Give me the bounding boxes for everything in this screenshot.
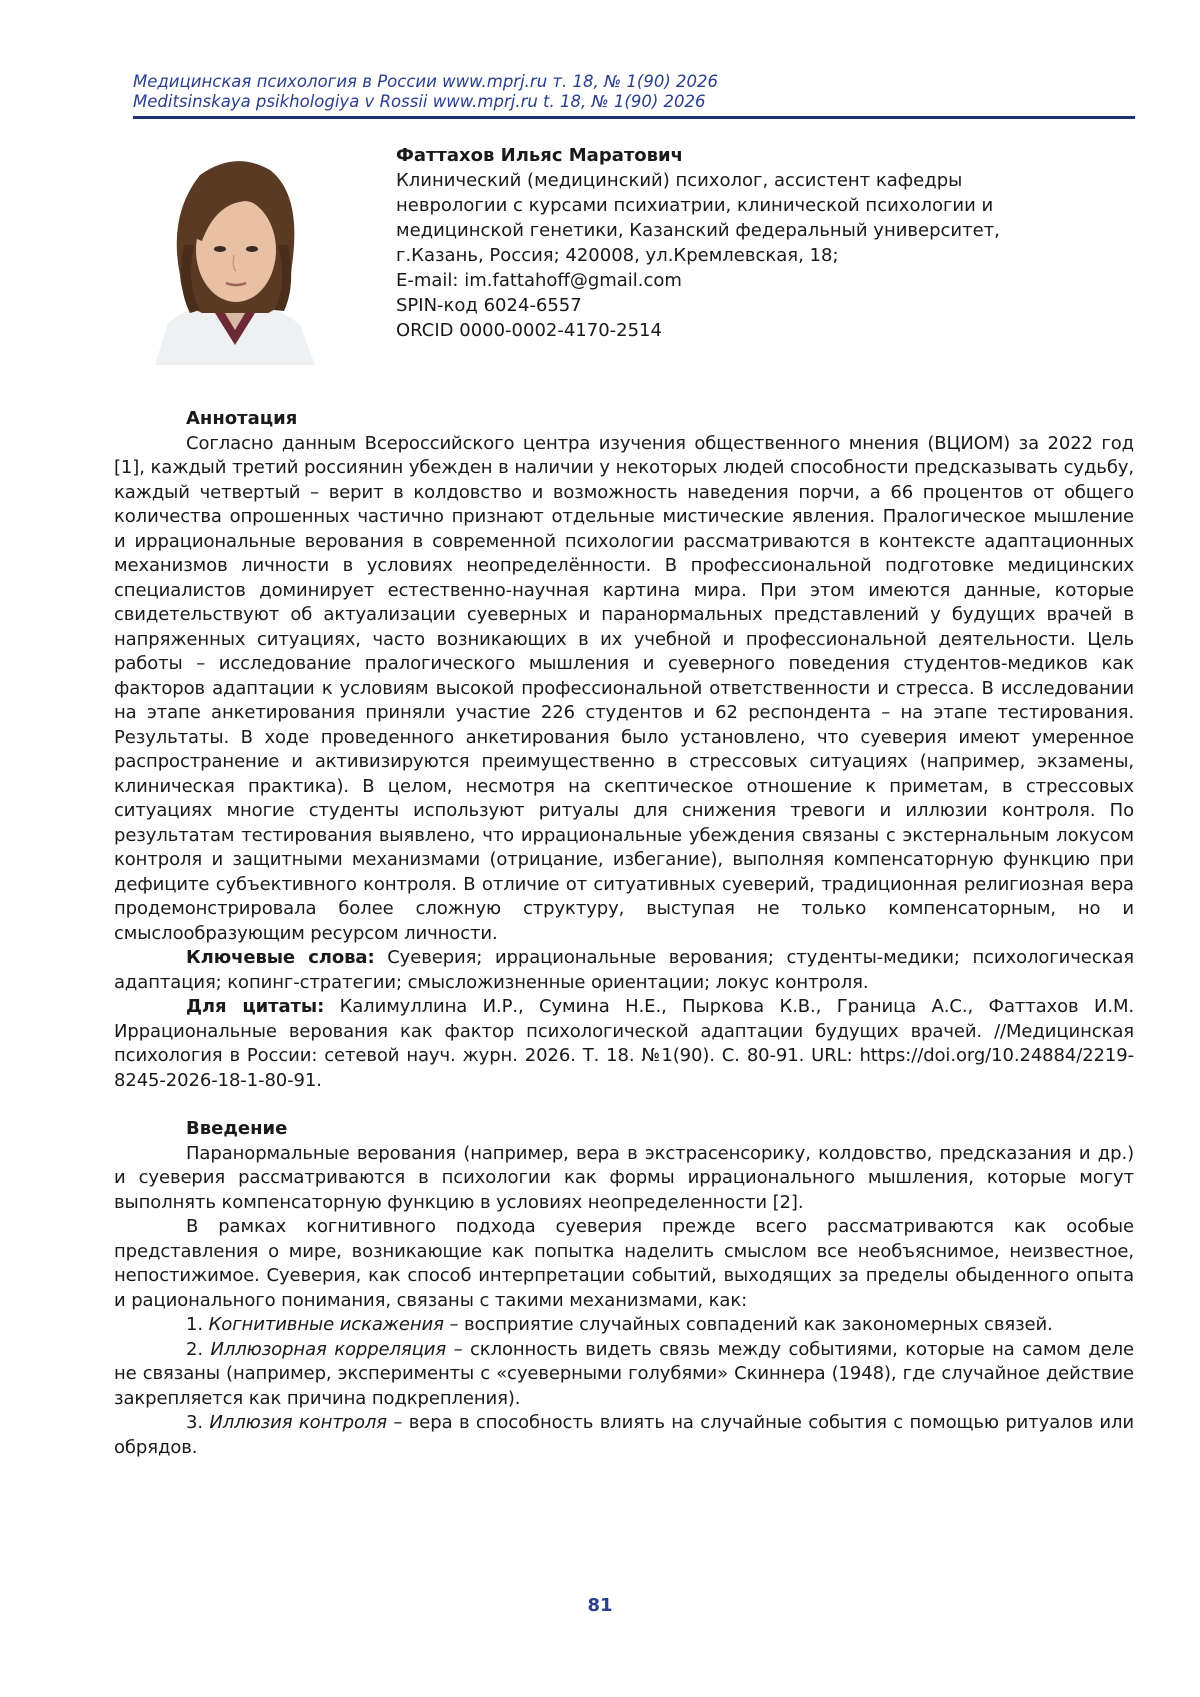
abstract-title: Аннотация <box>186 408 298 429</box>
keywords-text: Суеверия; иррациональные верования; студенты-медики; психологическая адаптация; копинг-стратегии; смысложизненные ориентации; локус контроля. <box>114 947 1134 993</box>
author-line: Клинический (медицинский) психолог, ассистент кафедры <box>396 170 963 191</box>
journal-header <box>133 72 1133 112</box>
list-item <box>114 1313 1134 1338</box>
list-item-text: – склонность видеть связь между событиями, которые на самом деле не связаны (например, эксперименты с «суеверными голубями» Скиннера (1948), где случайное действие закрепляется как причина подкрепления). <box>114 1338 1134 1409</box>
author-line: медицинской генетики, Казанский федеральный университет, <box>396 220 1000 241</box>
section-gap <box>114 1093 1134 1117</box>
list-item-number: 2. <box>186 1338 211 1360</box>
list-item-term: Иллюзорная корреляция <box>210 1338 447 1360</box>
article-body <box>114 407 1134 1460</box>
keywords <box>114 946 1134 995</box>
list-item-term: Когнитивные искажения <box>208 1314 444 1335</box>
list-item-number: 3. <box>186 1412 210 1433</box>
list-item-number: 1. <box>186 1314 209 1335</box>
intro-paragraph-2: В рамках когнитивного подхода суеверия прежде всего рассматриваются как особые представления о мире, возникающие как попытка наделить смыслом все необъяснимое, неизвестное, непостижимое. Суеверия, как способ интерпретации событий, выходящих за пределы обыденного опыта и рационального понимания, связаны с такими механизмами, как: <box>114 1216 1134 1311</box>
author-spin: SPIN-код 6024-6557 <box>396 295 582 316</box>
citation <box>114 995 1134 1093</box>
journal-header-ru: Медицинская психология в России www.mprj.ru т. 18, № 1(90) 2026 <box>133 72 718 91</box>
author-line: г.Казань, Россия; 420008, ул.Кремлевская, 18; <box>396 245 839 266</box>
citation-label: Для цитаты: <box>186 996 325 1017</box>
header-divider <box>133 116 1135 119</box>
author-email: E-mail: im.fattahoff@gmail.com <box>396 270 682 291</box>
page-number: 81 <box>587 1595 613 1616</box>
citation-text: Калимуллина И.Р., Сумина Н.Е., Пыркова К.В., Граница А.С., Фаттахов И.М. Иррациональные верования как фактор психологической адаптации будущих врачей. //Медицинская психология в России: сетевой науч. журн. 2026. Т. 18. №1(90). С. 80-91. URL: https://doi.org/10.24884/2219-8245-2026-18-1-80-91. <box>114 996 1134 1091</box>
keywords-label: Ключевые слова: <box>186 947 375 968</box>
list-item-term: Иллюзия контроля <box>209 1412 387 1433</box>
list-item-text: – восприятие случайных совпадений как закономерных связей. <box>443 1314 1053 1335</box>
author-line: неврологии с курсами психиатрии, клинической психологии и <box>396 195 994 216</box>
list-item <box>114 1338 1134 1412</box>
list-item <box>114 1411 1134 1460</box>
author-orcid: ORCID 0000-0002-4170-2514 <box>396 320 662 341</box>
intro-title: Введение <box>186 1118 288 1139</box>
author-portrait-image <box>150 145 320 365</box>
author-name: Фаттахов Ильяс Маратович <box>396 145 684 166</box>
author-photo <box>150 145 320 365</box>
list-item-text: – вера в способность влиять на случайные события с помощью ритуалов или обрядов. <box>114 1412 1134 1458</box>
abstract-text: Согласно данным Всероссийского центра изучения общественного мнения (ВЦИОМ) за 2022 год [1], каждый третий россиянин убежден в наличии у некоторых людей способности предсказывать судьбу, каждый четвертый – верит в колдовство и возможность наведения порчи, а 66 процентов от общего количества опрошенных частично признают отдельные мистические явления. Пралогическое мышление и иррациональные верования в современной психологии рассматриваются в контексте адаптационных механизмов личности в условиях неопределённости. В профессиональной подготовке медицинских специалистов доминирует естественно-научная картина мира. При этом имеются данные, которые свидетельствуют об актуализации суеверных и паранормальных представлений у будущих врачей в напряженных ситуациях, часто возникающих в их учебной и профессиональной деятельности. Цель работы – исследование пралогического мышления и суеверного поведения студентов-медиков как факторов адаптации к условиям высокой профессиональной ответственности и стресса. В исследовании на этапе анкетирования приняли участие 226 студентов и 62 респондента – на этапе тестирования. Результаты. В ходе проведенного анкетирования было установлено, что суеверия имеют умеренное распространение и активизируются преимущественно в стрессовых ситуациях (например, экзамены, клиническая практика). В целом, несмотря на скептическое отношение к приметам, в стрессовых ситуациях многие студенты используют ритуалы для снижения тревоги и иллюзии контроля. По результатам тестирования выявлено, что иррациональные убеждения связаны с экстернальным локусом контроля и защитными механизмами (отрицание, избегание), выполняя компенсаторную функцию при дефиците субъективного контроля. В отличие от ситуативных суеверий, традиционная религиозная вера продемонстрировала более сложную структуру, выступая не только компенсаторным, но и смыслообразующим ресурсом личности. <box>114 432 1134 944</box>
author-info <box>396 143 1136 343</box>
intro-paragraph-1: Паранормальные верования (например, вера в экстрасенсорику, колдовство, предсказания и др.) и суеверия рассматриваются в психологии как формы иррационального мышления, которые могут выполнять компенсаторную функцию в условиях неопределенности [2]. <box>114 1142 1134 1213</box>
journal-header-en: Meditsinskaya psikhologiya v Rossii www.mprj.ru t. 18, № 1(90) 2026 <box>133 92 706 111</box>
